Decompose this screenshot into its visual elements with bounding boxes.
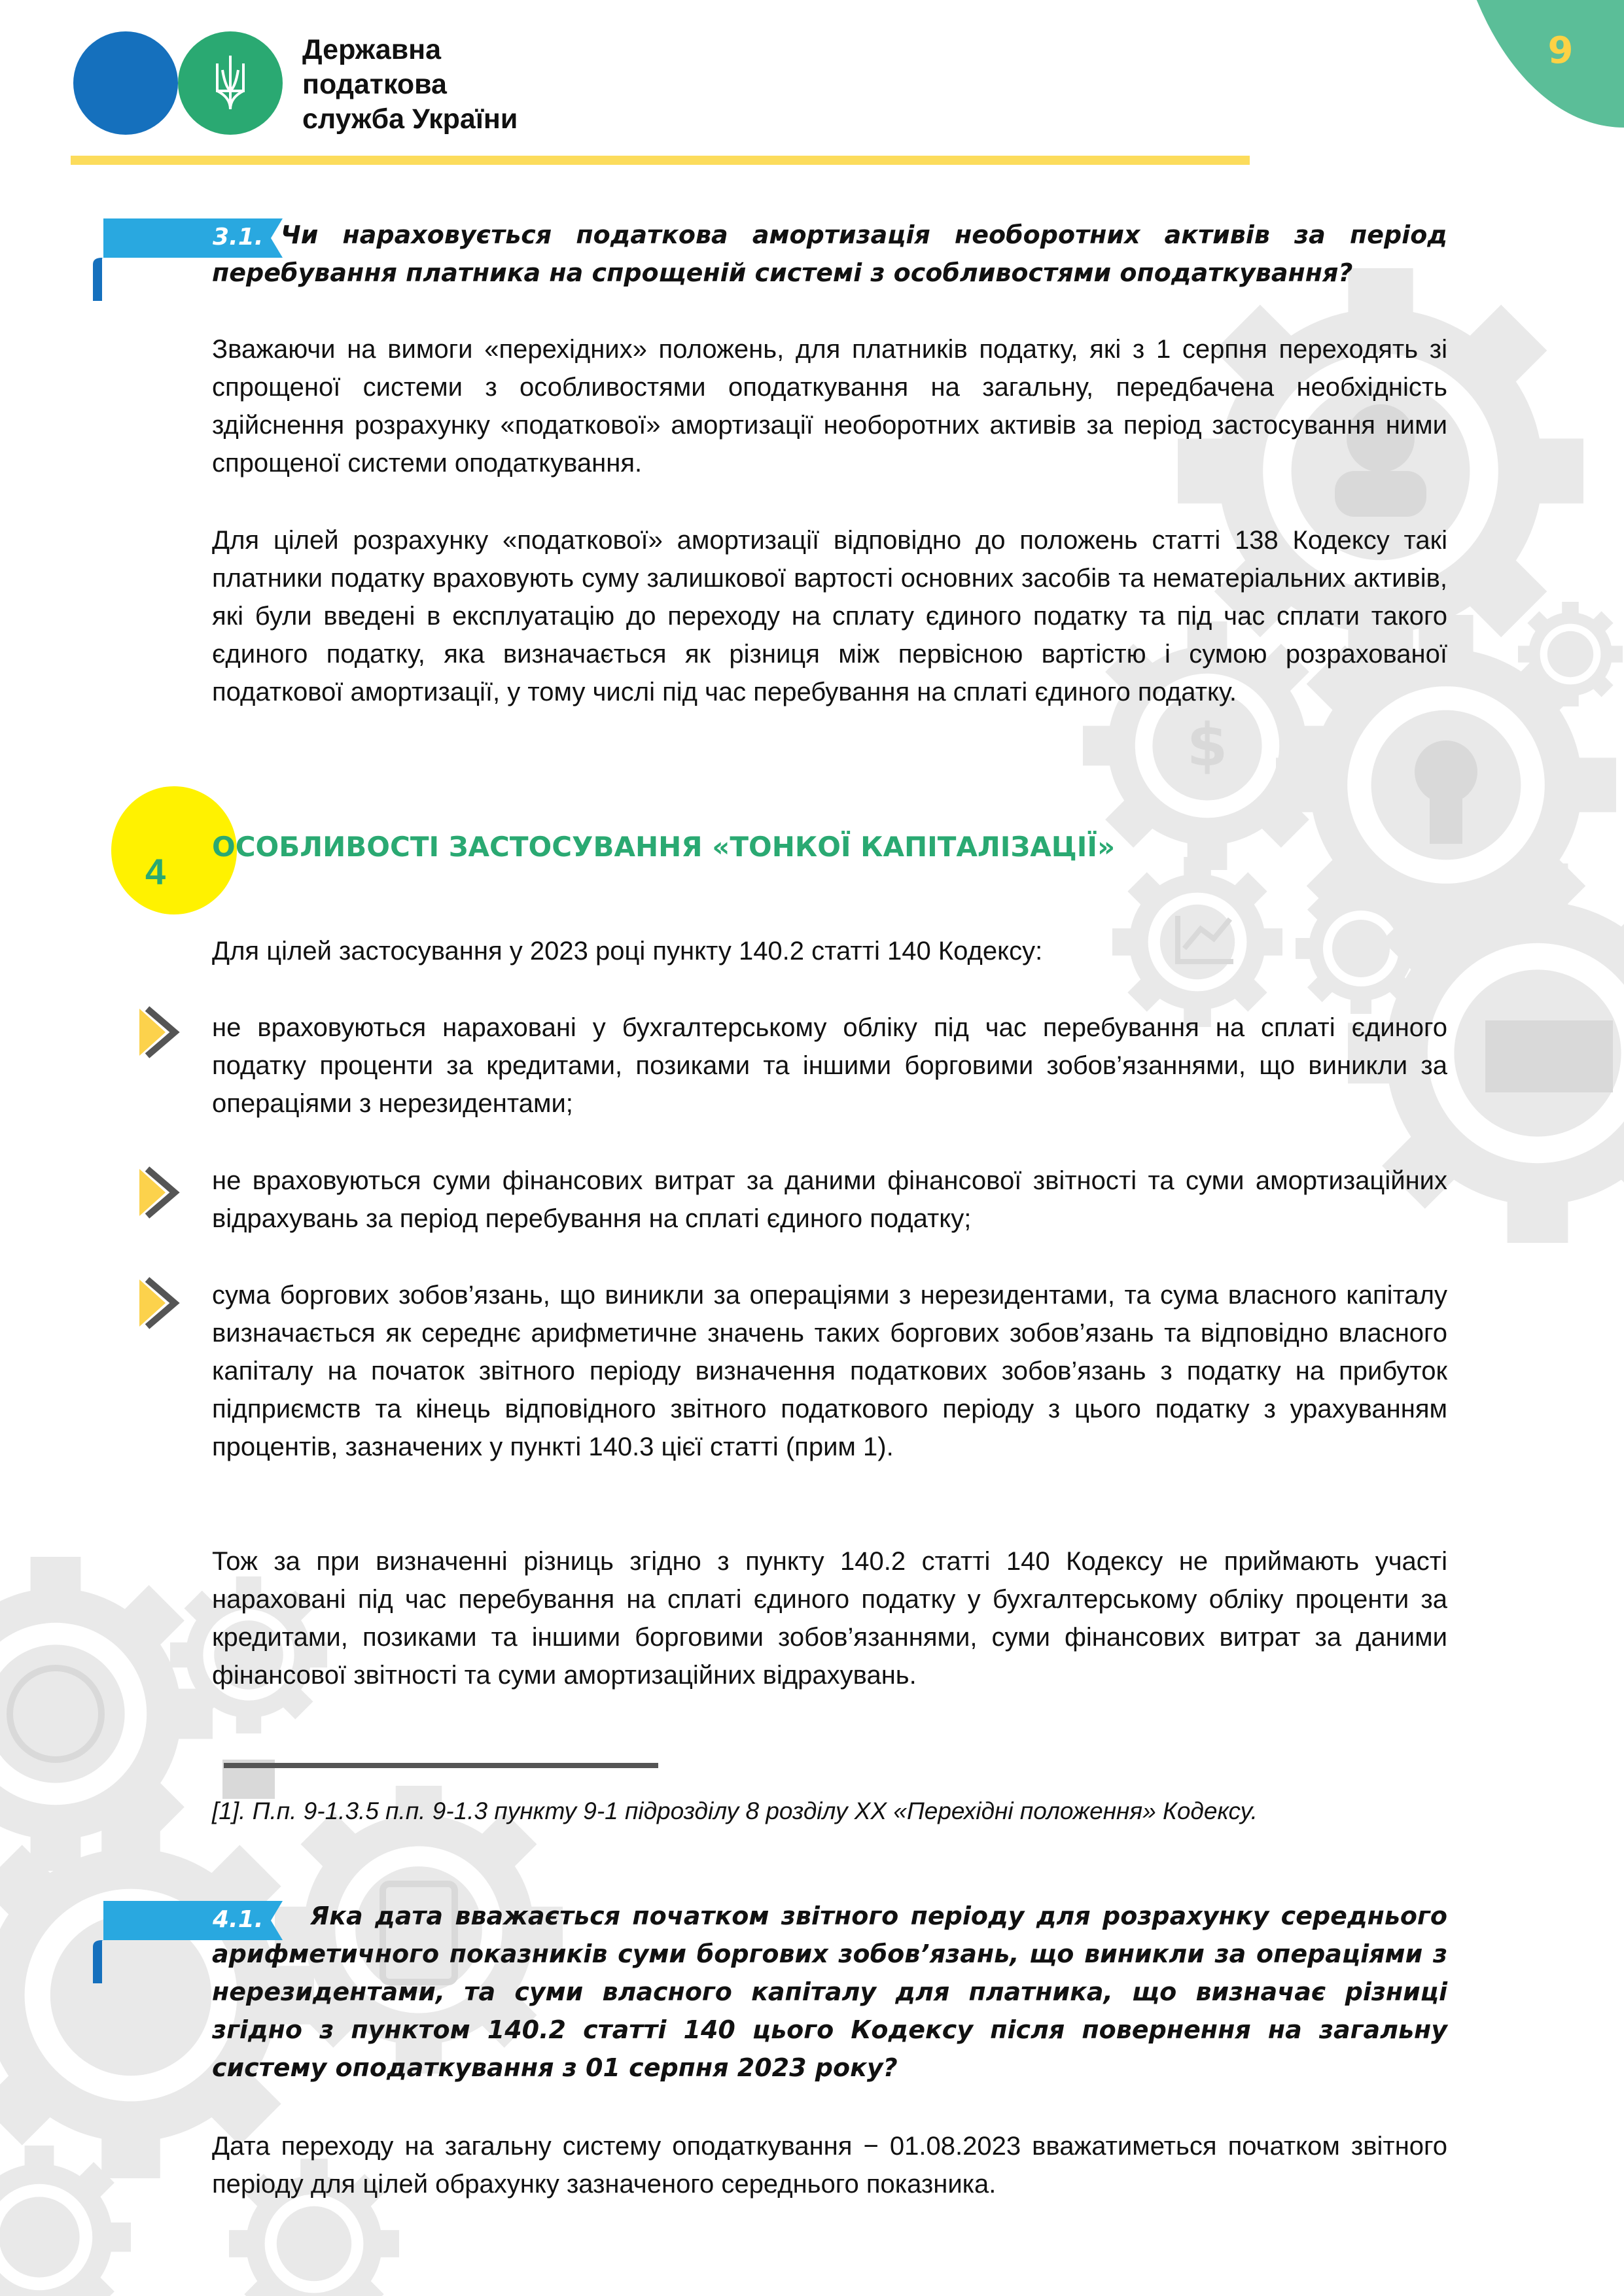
bullet-item [212, 1009, 1447, 1122]
answer [212, 2127, 1447, 2203]
chevron-bullet-icon [134, 1166, 193, 1219]
org-name-line: Державна [302, 34, 442, 65]
conclusion [212, 1542, 1447, 1694]
logo-green-circle [178, 31, 283, 135]
chevron-bullet-icon [134, 1006, 193, 1058]
answer-text: Дата переходу на загальну систему оподаткування − 01.08.2023 вважатиметься початком звітного періоду для цілей обрахунку зазначеного середнього показника. [212, 2132, 1447, 2199]
footnote-divider [224, 1763, 658, 1768]
question-3-1 [212, 216, 1447, 292]
org-name-line: служба України [302, 103, 518, 135]
section-title: ОСОБЛИВОСТІ ЗАСТОСУВАННЯ «ТОНКОЇ КАПІТАЛІЗАЦІЇ» [212, 831, 1116, 863]
section-intro [212, 932, 1447, 970]
dollar-icon [1187, 711, 1228, 780]
svg-text:$: $ [1186, 711, 1228, 780]
bullet-text: не враховуються нараховані у бухгалтерському обліку під час перебування на сплаті єдиного податку проценти за кредитами, позиками та іншими борговими зобов’язаннями, що виникли за операціями з нерезидентами; [212, 1013, 1447, 1118]
question-text: Яка дата вважається початком звітного періоду для розрахунку середнього арифметичного показників суми боргових зобов’язань, що виникли за операціями з нерезидентами, та суми власного капіталу для платника, що визначає різниці згідно з пунктом 140.2 статті 140 цього Кодексу після повернення на загальну систему оподаткування з 01 серпня 2023 року? [212, 1902, 1447, 2082]
paragraph [212, 330, 1447, 482]
bullet-item [212, 1162, 1447, 1238]
conclusion-text: Тож за при визначенні різниць згідно з пункту 140.2 статті 140 Кодексу не приймають участі нараховані під час перебування на сплаті єдиного податку у бухгалтерському обліку проценти за кредитами, позиками та іншими борговими зобов’язаннями, суми фінансових витрат за даними фінансової звітності та суми амортизаційних відрахувань. [212, 1547, 1447, 1690]
paragraph-text: Для цілей розрахунку «податкової» амортизації відповідно до положень статті 138 Кодексу такі платники податку враховують суму залишкової вартості основних засобів та нематеріальних активів, які були введені в експлуатацію до переходу на сплату єдиного податку та під час сплати такого єдиного податку, яка визначається як різниця між первісною вартістю і сумою розрахованої податкової амортизації, у тому числі під час перебування на сплаті єдиного податку. [212, 526, 1447, 706]
header-divider [71, 156, 1250, 165]
bullet-text: сума боргових зобов’язань, що виникли за операціями з нерезидентами, та сума власного капіталу визначається як середнє арифметичне значень таких боргових зобов’язань та відповідно власного капіталу на початок звітного періоду визначення податкових зобов’язань з податку на прибуток підприємств та кінець відповідного звітного податкового періоду з цього податку з урахуванням процентів, зазначених у пункті 140.3 цієї статті (прим 1). [212, 1281, 1447, 1461]
question-4-1 [212, 1897, 1447, 2087]
question-text: Чи нараховується податкова амортизація необоротних активів за період перебування платника на спрощеній системі з особливостями оподаткування? [212, 220, 1447, 287]
paragraph [212, 521, 1447, 711]
section-number: 4 [145, 851, 166, 892]
page-number: 9 [1547, 29, 1574, 72]
paragraph-text: Зважаючи на вимоги «перехідних» положень, для платників податку, які з 1 серпня переходять зі спрощеної системи з особливостями оподаткування на загальну, передбачена необхідність здійснення розрахунку «податкової» амортизації необоротних активів за період застосування ними спрощеної системи оподаткування. [212, 335, 1447, 478]
chevron-bullet-icon [134, 1277, 193, 1329]
org-name [302, 33, 518, 137]
bullet-item [212, 1276, 1447, 1466]
trident-icon [211, 50, 250, 116]
intro-text: Для цілей застосування у 2023 році пункту 140.2 статті 140 Кодексу: [212, 937, 1043, 965]
gear-icon [1518, 602, 1623, 706]
logo-blue-circle [73, 31, 178, 135]
bullet-text: не враховуються суми фінансових витрат за даними фінансової звітності та суми амортизаційних відрахувань за період перебування на сплаті єдиного податку; [212, 1166, 1447, 1233]
question-number: 4.1. [213, 1906, 264, 1933]
question-number: 3.1. [213, 224, 264, 251]
envelope-icon [1485, 1020, 1613, 1092]
footnote: [1]. П.п. 9-1.3.5 п.п. 9-1.3 пункту 9-1 підрозділу 8 розділу ХХ «Перехідні положення» Кодексу. [212, 1798, 1258, 1824]
org-name-line: податкова [302, 69, 447, 100]
